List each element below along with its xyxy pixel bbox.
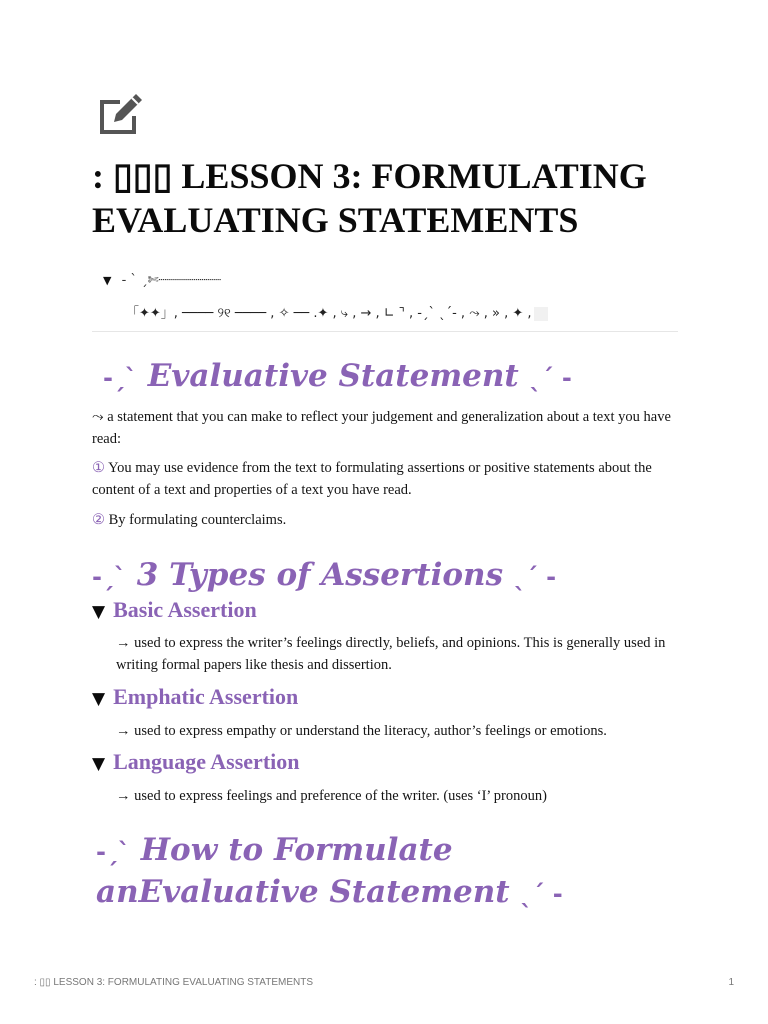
emphatic-assertion-title: Emphatic Assertion [113,684,299,709]
edit-icon [98,92,144,136]
basic-assertion-desc: → used to express the writer’s feelings directly, beliefs, and opinions. This is generally used in writing formal papers like thesis and dissertion. [116,635,666,673]
heading-evaluative-statement [103,356,572,398]
toggle-triangle-icon[interactable]: ▼ [92,602,106,622]
divider [92,331,678,332]
language-assertion-title: Language Assertion [113,749,300,774]
point-2-number: ② [92,512,105,528]
heading-ornament-left: -ˏˋ [92,563,126,591]
point-2-text: By formulating counterclaims. [108,512,287,528]
heading-text: Evaluative Statement [147,358,519,394]
blank-glyph [534,307,548,321]
point-1 [92,457,678,501]
toggle-triangle-icon[interactable]: ▼ [103,274,112,287]
heading-types-of-assertions [92,555,556,597]
page-footer [34,977,734,988]
toggle-basic-assertion[interactable] [92,597,257,623]
point-1-text: You may use evidence from the text to formulating assertions or positive statements about the content of a text and properties of a text you have read. [92,460,652,498]
heading-ornament-right: ˎˊ - [513,563,557,591]
definition-text: ⤳ a statement that you can make to reflect your judgement and generalization about a text you have read: [92,409,671,447]
toggle-triangle-icon[interactable]: ▼ [92,754,106,774]
toggle-label: - ˋ ˏ✄┈┈┈┈┈┈┈┈ [121,273,222,288]
decoration-row [126,302,548,321]
basic-assertion-title: Basic Assertion [113,597,257,622]
toggle-triangle-icon[interactable]: ▼ [92,689,106,709]
toggle-emphatic-assertion[interactable] [92,684,298,710]
heading-ornament-left: -ˏˋ [103,364,137,392]
page-title: : ▯▯▯ LESSON 3: FORMULATING EVALUATING STATEMENTS [92,156,647,240]
emphatic-assertion-desc: → used to express empathy or understand the literacy, author’s feelings or emotions. [116,723,607,739]
toggle-language-assertion[interactable] [92,749,300,775]
heading-text: How to Formulate anEvaluative Statement [96,832,510,910]
toggle-block[interactable] [103,273,221,288]
heading-how-to-formulate [96,830,676,914]
language-assertion-desc: → used to express feelings and preference of the writer. (uses ‘I’ pronoun) [116,788,547,804]
point-1-number: ① [92,460,105,476]
point-2 [92,509,678,531]
heading-ornament-right: ˎˊ - [529,364,572,392]
decoration-text: 「✦✦」, ──── ୨୧ ──── , ✧ ── .✦ , ⤷ , → , ∟ ⌝ , -ˏˋ ˎˊ- , ⤳ , » , ✦ , [126,306,532,321]
heading-ornament-right: ˎˊ - [520,880,563,908]
page-number: 1 [728,977,734,988]
heading-text: 3 Types of Assertions [136,557,504,593]
footer-title: : ▯▯ LESSON 3: FORMULATING EVALUATING STATEMENTS [34,977,314,988]
heading-ornament-left: -ˏˋ [96,838,130,866]
